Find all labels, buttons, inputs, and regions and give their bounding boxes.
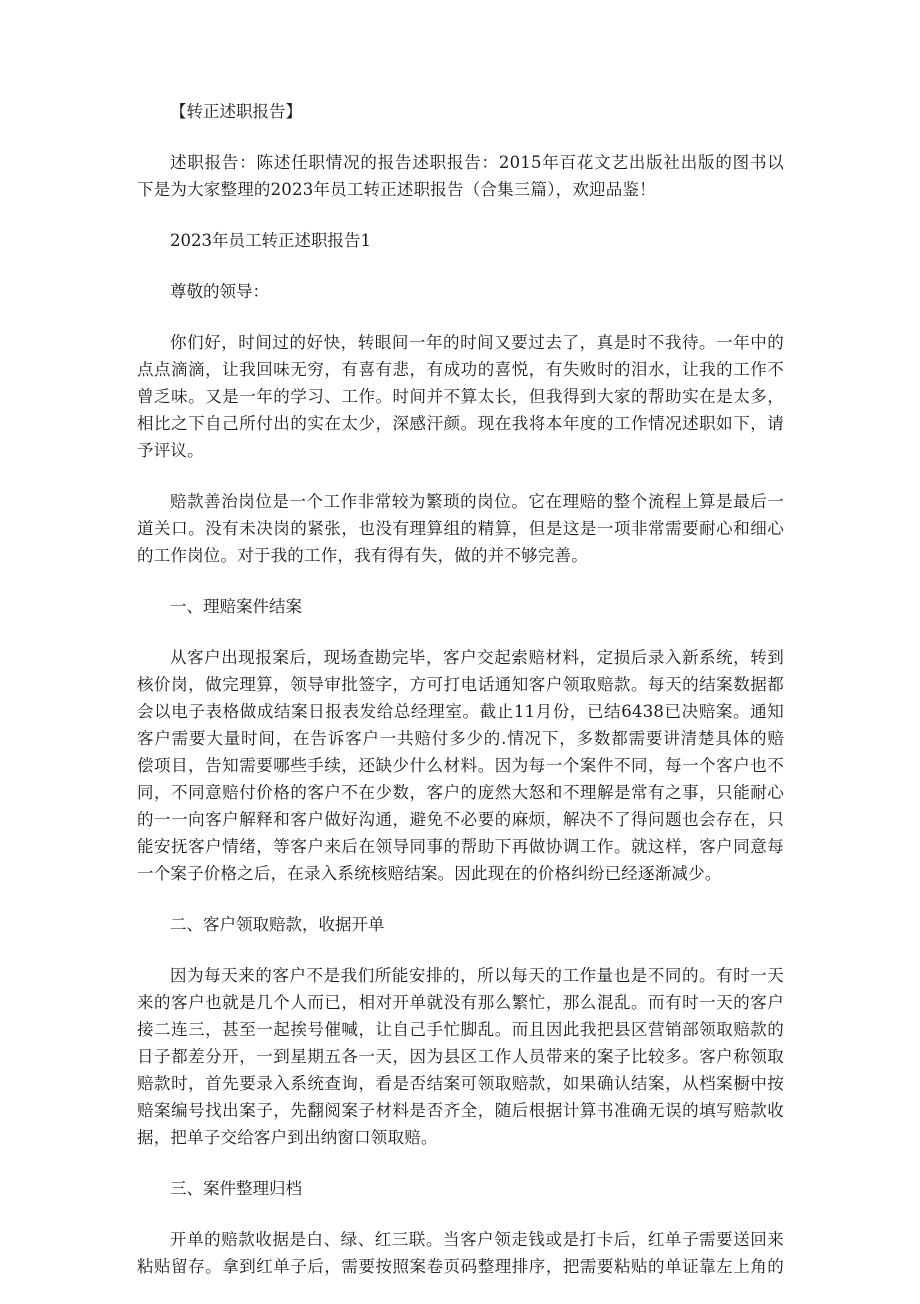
text-line: 会以电子表格做成结案日报表发给总经理室。截止11月份，已结6438已决赔案。通知 [137, 702, 784, 721]
text-line: 下是为大家整理的2023年员工转正述职报告（合集三篇），欢迎品鉴！ [137, 180, 656, 199]
intro-paragraph [137, 149, 784, 203]
text-line: 核价岗，做完理算，领导审批签字，方可打电话通知客户领取赔款。每天的结案数据都 [137, 675, 784, 694]
text-line: 据，把单子交给客户到出纳窗口领取赔。 [137, 1128, 438, 1147]
text-line: 点点滴滴，让我回味无穷，有喜有悲，有成功的喜悦，有失败时的泪水，让我的工作不 [137, 360, 784, 379]
text-line: 赔款善治岗位是一个工作非常较为繁琐的岗位。它在理赔的整个流程上算是最后一 [170, 492, 784, 511]
document-body [137, 98, 784, 1304]
text-line: 偿项目，告知需要哪些手续，还缺少什么材料。因为每一个案件不同，每一个客户也不 [137, 756, 784, 775]
section-heading-2: 二、客户领取赔款，收据开单 [170, 915, 385, 934]
text-line: 开单的赔款收据是白、绿、红三联。当客户领走钱或是打卡后，红单子需要送回来 [170, 1230, 784, 1249]
document-title: 【转正述职报告】 [170, 102, 302, 121]
text-line: 曾乏味。又是一年的学习、工作。时间并不算太长，但我得到大家的帮助实在是太多， [137, 387, 784, 406]
section-heading-1: 一、理赔案件结案 [170, 597, 302, 616]
text-line: 客户需要大量时间，在告诉客户一共赔付多少的.情况下，多数都需要讲清楚具体的赔 [137, 729, 784, 748]
text-line: 赔案编号找出案子，先翻阅案子材料是否齐全，随后根据计算书准确无误的填写赔款收 [137, 1101, 784, 1120]
text-line: 同，不同意赔付价格的客户不在少数，客户的庞然大怒和不理解是常有之事，只能耐心 [137, 783, 784, 802]
text-line: 从客户出现报案后，现场查勘完毕，客户交起索赔材料，定损后录入新系统，转到 [170, 648, 784, 667]
report-title: 2023年员工转正述职报告1 [170, 231, 371, 250]
paragraph-5 [137, 1226, 784, 1280]
text-line: 一个案子价格之后，在录入系统核赔结案。因此现在的价格纠纷已经逐渐减少。 [137, 864, 722, 883]
text-line: 述职报告：陈述任职情况的报告述职报告：2015年百花文艺出版社出版的图书以 [170, 153, 784, 172]
paragraph-2 [137, 488, 784, 569]
text-line: 的一一向客户解释和客户做好沟通，避免不必要的麻烦，解决不了得问题也会存在，只 [137, 810, 784, 829]
text-line: 的工作岗位。对于我的工作，我有得有失，做的并不够完善。 [137, 546, 588, 565]
paragraph-4 [137, 962, 784, 1151]
text-line: 日子都差分开，一到星期五各一天，因为县区工作人员带来的案子比较多。客户称领取 [137, 1047, 784, 1066]
text-line: 赔款时，首先要录入系统查询，看是否结案可领取赔款，如果确认结案，从档案橱中按 [137, 1074, 784, 1093]
text-line: 因为每天来的客户不是我们所能安排的，所以每天的工作量也是不同的。有时一天 [170, 966, 784, 985]
text-line: 相比之下自己所付出的实在太少，深感汗颜。现在我将本年度的工作情况述职如下，请 [137, 414, 784, 433]
text-line: 来的客户也就是几个人而已，相对开单就没有那么繁忙，那么混乱。而有时一天的客户 [137, 993, 784, 1012]
paragraph-3 [137, 644, 784, 887]
section-heading-3: 三、案件整理归档 [170, 1179, 302, 1198]
text-line: 能安抚客户情绪，等客户来后在领导同事的帮助下再做协调工作。就这样，客户同意每 [137, 837, 784, 856]
salutation: 尊敬的领导： [170, 282, 269, 301]
text-line: 你们好，时间过的好快，转眼间一年的时间又要过去了，真是时不我待。一年中的 [170, 333, 784, 352]
text-line: 予评议。 [137, 441, 204, 460]
text-line: 道关口。没有未决岗的紧张，也没有理算组的精算，但是这是一项非常需要耐心和细心 [137, 519, 784, 538]
paragraph-1 [137, 329, 784, 464]
text-line: 接二连三，甚至一起挨号催喊，让自己手忙脚乱。而且因此我把县区营销部领取赔款的 [137, 1020, 784, 1039]
text-line: 粘贴留存。拿到红单子后，需要按照案卷页码整理排序，把需要粘贴的单证靠左上角的 [137, 1257, 784, 1276]
